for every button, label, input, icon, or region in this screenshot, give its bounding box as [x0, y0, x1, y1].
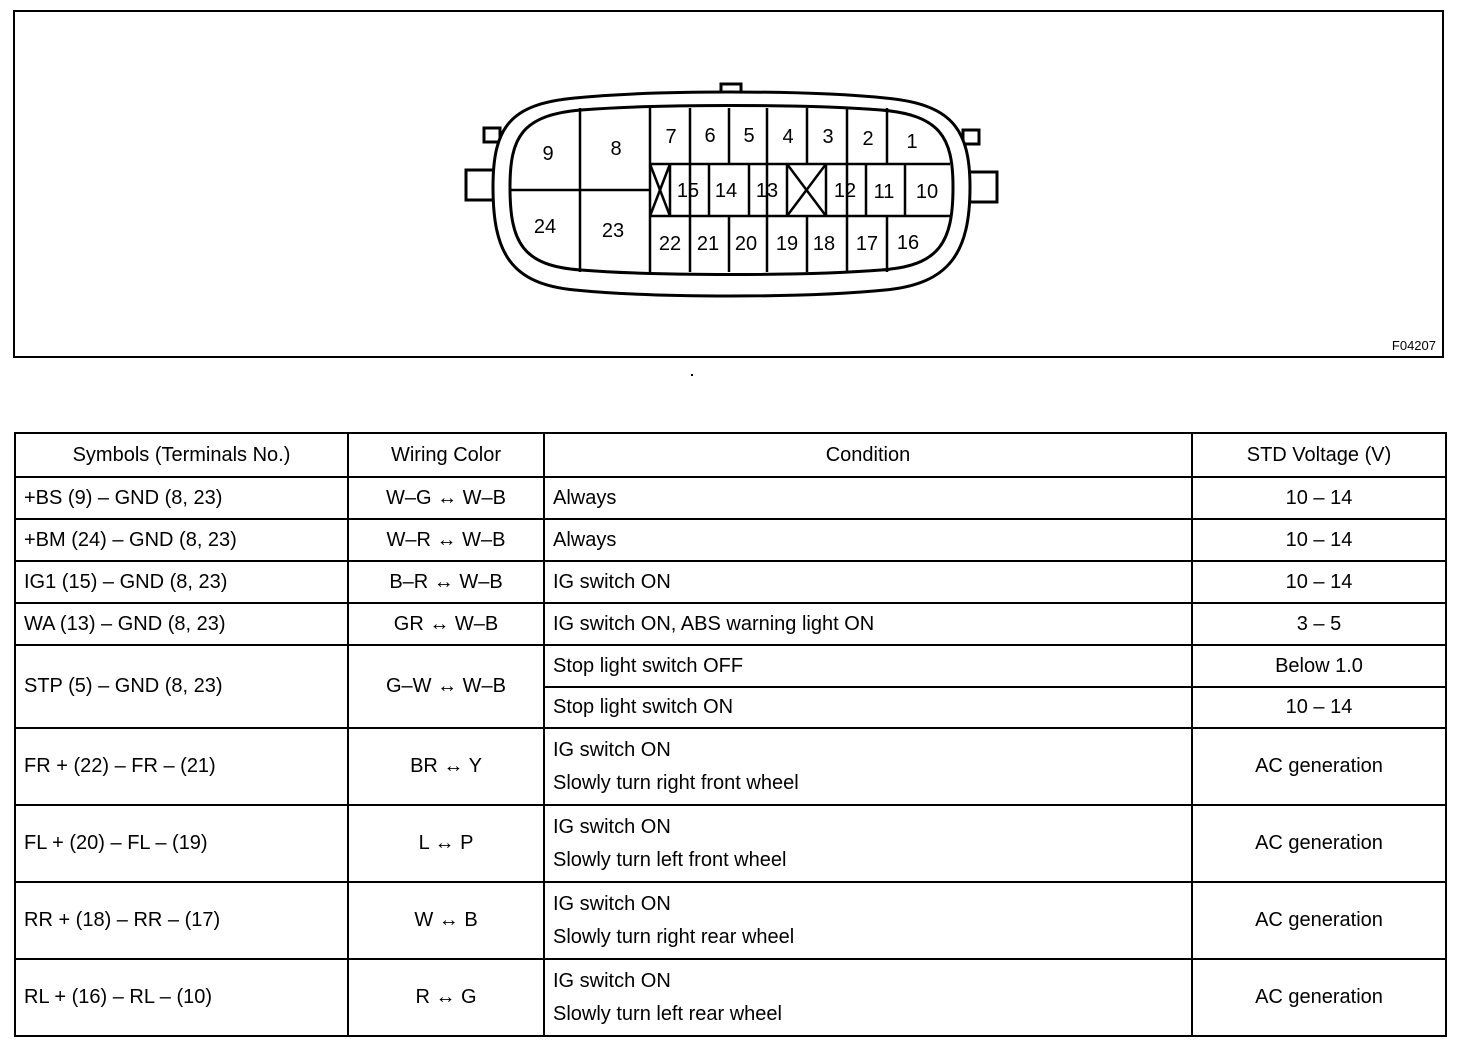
- condition-cell: [544, 882, 1192, 959]
- terminal-15: 15: [676, 180, 700, 202]
- condition-line: IG switch ON: [553, 969, 671, 992]
- terminal-voltage-table: [14, 432, 1447, 1037]
- terminal-13: 13: [755, 180, 779, 202]
- voltage-cell: 10 – 14: [1192, 561, 1446, 603]
- connector-right-latch: [963, 130, 979, 144]
- wiring-cell: W ↔ B: [348, 882, 544, 959]
- wiring-cell: GR ↔ W–B: [348, 603, 544, 645]
- condition-cell: [544, 959, 1192, 1036]
- condition-line: Slowly turn right front wheel: [553, 771, 799, 794]
- voltage-cell: 10 – 14: [1192, 687, 1446, 728]
- symbol-cell: STP (5) – GND (8, 23): [15, 645, 348, 728]
- connector-left-latch: [484, 128, 500, 142]
- voltage-cell: AC generation: [1192, 728, 1446, 805]
- condition-line: Slowly turn left rear wheel: [553, 1002, 782, 1025]
- figure-code: F04207: [1391, 338, 1436, 353]
- condition-cell: IG switch ON, ABS warning light ON: [544, 603, 1192, 645]
- table-row: [15, 728, 1446, 805]
- header-std-voltage: STD Voltage (V): [1192, 433, 1446, 477]
- condition-line: Slowly turn left front wheel: [553, 848, 787, 871]
- terminal-18: 18: [812, 233, 836, 255]
- wiring-cell: L ↔ P: [348, 805, 544, 882]
- wiring-cell: G–W ↔ W–B: [348, 645, 544, 728]
- symbol-cell: +BS (9) – GND (8, 23): [15, 477, 348, 519]
- voltage-cell: 3 – 5: [1192, 603, 1446, 645]
- condition-line: IG switch ON: [553, 892, 671, 915]
- table-row: [15, 561, 1446, 603]
- terminal-14: 14: [714, 180, 738, 202]
- terminal-17: 17: [855, 233, 879, 255]
- terminal-24: 24: [533, 216, 557, 238]
- connector-diagram-panel: [13, 10, 1444, 358]
- symbol-cell: IG1 (15) – GND (8, 23): [15, 561, 348, 603]
- symbol-cell: RR + (18) – RR – (17): [15, 882, 348, 959]
- terminal-11: 11: [873, 181, 895, 203]
- condition-line: IG switch ON: [553, 738, 671, 761]
- condition-cell: [544, 805, 1192, 882]
- terminal-3: 3: [822, 126, 834, 148]
- condition-cell: Always: [544, 477, 1192, 519]
- terminal-7: 7: [665, 126, 677, 148]
- stray-dot: [691, 374, 693, 376]
- terminal-19: 19: [775, 233, 799, 255]
- symbol-cell: WA (13) – GND (8, 23): [15, 603, 348, 645]
- condition-cell: [544, 728, 1192, 805]
- header-symbols: Symbols (Terminals No.): [15, 433, 348, 477]
- terminal-20: 20: [734, 233, 758, 255]
- terminal-22: 22: [658, 233, 682, 255]
- table-row: [15, 519, 1446, 561]
- condition-cell: IG switch ON: [544, 561, 1192, 603]
- table-row-stp-off: [15, 645, 1446, 687]
- terminal-1: 1: [906, 131, 918, 153]
- condition-cell: Always: [544, 519, 1192, 561]
- table-row: [15, 805, 1446, 882]
- table-row: [15, 959, 1446, 1036]
- header-condition: Condition: [544, 433, 1192, 477]
- wiring-cell: B–R ↔ W–B: [348, 561, 544, 603]
- symbol-cell: FR + (22) – FR – (21): [15, 728, 348, 805]
- symbol-cell: +BM (24) – GND (8, 23): [15, 519, 348, 561]
- voltage-cell: 10 – 14: [1192, 519, 1446, 561]
- wiring-cell: BR ↔ Y: [348, 728, 544, 805]
- table-row: [15, 603, 1446, 645]
- wiring-cell: W–R ↔ W–B: [348, 519, 544, 561]
- terminal-16: 16: [896, 232, 920, 254]
- symbol-cell: RL + (16) – RL – (10): [15, 959, 348, 1036]
- voltage-cell: Below 1.0: [1192, 645, 1446, 687]
- voltage-cell: 10 – 14: [1192, 477, 1446, 519]
- wiring-cell: W–G ↔ W–B: [348, 477, 544, 519]
- terminal-12: 12: [833, 180, 857, 202]
- terminal-4: 4: [782, 126, 794, 148]
- voltage-cell: AC generation: [1192, 882, 1446, 959]
- terminal-5: 5: [743, 125, 755, 147]
- terminal-2: 2: [862, 128, 874, 150]
- voltage-cell: AC generation: [1192, 959, 1446, 1036]
- table-row: [15, 882, 1446, 959]
- connector-diagram: [15, 12, 1442, 356]
- terminal-10: 10: [915, 181, 939, 203]
- terminal-9: 9: [542, 143, 554, 165]
- table-row: [15, 477, 1446, 519]
- condition-line: IG switch ON: [553, 815, 671, 838]
- wiring-cell: R ↔ G: [348, 959, 544, 1036]
- symbol-cell: FL + (20) – FL – (19): [15, 805, 348, 882]
- table-header-row: [15, 433, 1446, 477]
- terminal-8: 8: [610, 138, 622, 160]
- condition-cell: Stop light switch ON: [544, 687, 1192, 728]
- terminal-6: 6: [704, 125, 716, 147]
- header-wiring-color: Wiring Color: [348, 433, 544, 477]
- condition-line: Slowly turn right rear wheel: [553, 925, 795, 948]
- terminal-21: 21: [696, 233, 720, 255]
- condition-cell: Stop light switch OFF: [544, 645, 1192, 687]
- terminal-23: 23: [601, 220, 625, 242]
- voltage-cell: AC generation: [1192, 805, 1446, 882]
